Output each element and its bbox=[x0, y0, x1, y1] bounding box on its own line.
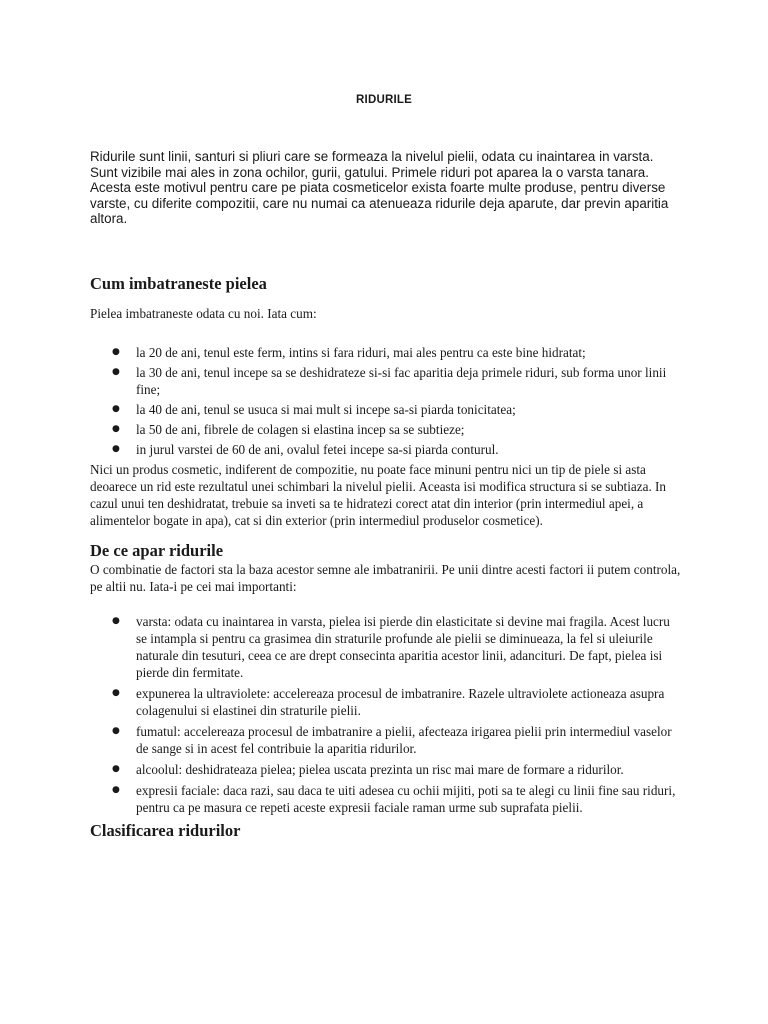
wrinkle-causes-list bbox=[90, 613, 682, 816]
bullet-icon: ● bbox=[112, 424, 120, 434]
list-item bbox=[112, 782, 682, 816]
list-item bbox=[112, 685, 682, 719]
section1-closing-paragraph: Nici un produs cosmetic, indiferent de compozitie, nu poate face minuni pentru nici un tip de piele si asta deoarece un rid este rezultatul unei schimbari la nivelul pielii. Aceasta isi modifica structura si se subtiaza. In cazul unui ten deshidratat, trebuie sa inveti sa te hidratezi corect atat din interior (prin intermediul apei, a alimentelor bogate in apa), cat si din exterior (prin intermediul produselor cosmetice). bbox=[90, 462, 667, 528]
aging-stages-list bbox=[90, 344, 682, 458]
bullet-icon: ● bbox=[112, 347, 120, 357]
list-item bbox=[112, 364, 682, 398]
list-item-text: expunerea la ultraviolete: accelereaza procesul de imbatranire. Razele ultraviolete actioneaza asupra colagenului si elastinei din straturile pielii. bbox=[136, 686, 665, 718]
list-item-text: expresii faciale: daca razi, sau daca te uiti adesea cu ochii mijiti, poti sa te alegi cu linii fine sau riduri, pentru ca pe masura ce repeti aceste expresii faciale raman urme sub suprafata pielii. bbox=[136, 783, 676, 815]
list-item-text: la 30 de ani, tenul incepe sa se deshidrateze si-si fac aparitia deja primele riduri, sub forma unor linii fine; bbox=[136, 365, 667, 397]
list-item bbox=[112, 421, 682, 438]
intro-paragraph: Ridurile sunt linii, santuri si pliuri care se formeaza la nivelul pielii, odata cu inaintarea in varsta. Sunt vizibile mai ales in zona ochilor, gurii, gatului. Primele riduri pot aparea la o varsta tanara. Acesta este motivul pentru care pe piata cosmeticelor exista foarte multe produse, pentru diverse varste, cu diferite compozitii, care nu numai ca atenueaza ridurile deja aparute, dar previn aparitia altora. bbox=[90, 149, 669, 227]
list-item-text: la 40 de ani, tenul se usuca si mai mult si incepe sa-si piarda tonicitatea; bbox=[136, 402, 516, 417]
list-item bbox=[112, 723, 682, 757]
list-item-text: la 50 de ani, fibrele de colagen si elastina incep sa se subtieze; bbox=[136, 422, 465, 437]
bullet-icon: ● bbox=[112, 785, 120, 795]
document-body bbox=[90, 273, 682, 842]
list-item bbox=[112, 344, 682, 361]
list-item bbox=[112, 761, 682, 778]
bullet-icon: ● bbox=[112, 764, 120, 774]
list-item-text: varsta: odata cu inaintarea in varsta, pielea isi pierde din elasticitate si devine mai fragila. Acest lucru se intampla si pentru ca grasimea din straturile profunde ale pielii se diminueaza, la fel si uleiurile naturale din tesuturi, ceea ce are drept consecinta aparitia acestor linii, adancituri. De fapt, pielea isi pierde din fermitate. bbox=[136, 614, 670, 680]
section-heading-de-ce-apar: De ce apar ridurile bbox=[90, 541, 224, 560]
bullet-icon: ● bbox=[112, 688, 120, 698]
bullet-icon: ● bbox=[112, 616, 120, 626]
list-item-text: in jurul varstei de 60 de ani, ovalul fetei incepe sa-si piarda conturul. bbox=[136, 442, 499, 457]
list-item-text: la 20 de ani, tenul este ferm, intins si fara riduri, mai ales pentru ca este bine hidratat; bbox=[136, 345, 586, 360]
bullet-icon: ● bbox=[112, 726, 120, 736]
list-item-text: alcoolul: deshidrateaza pielea; pielea uscata prezinta un risc mai mare de formare a ridurilor. bbox=[136, 762, 624, 777]
bullet-icon: ● bbox=[112, 444, 120, 454]
section2-lead: O combinatie de factori sta la baza acestor semne ale imbatranirii. Pe unii dintre acesti factori ii putem controla, pe altii nu. Iata-i pe cei mai importanti: bbox=[90, 562, 681, 594]
bullet-icon: ● bbox=[112, 404, 120, 414]
bullet-icon: ● bbox=[112, 367, 120, 377]
list-item bbox=[112, 401, 682, 418]
list-item bbox=[112, 613, 682, 681]
list-item-text: fumatul: accelereaza procesul de imbatranire a pielii, afecteaza irigarea pielii prin intermediul vaselor de sange si in acest fel contribuie la aparitia ridurilor. bbox=[136, 724, 672, 756]
list-item bbox=[112, 441, 682, 458]
section1-lead: Pielea imbatraneste odata cu noi. Iata cum: bbox=[90, 306, 317, 321]
document-title: RIDURILE bbox=[356, 94, 412, 106]
section-heading-clasificarea: Clasificarea ridurilor bbox=[90, 821, 241, 840]
section-heading-cum-imbatraneste: Cum imbatraneste pielea bbox=[90, 274, 267, 293]
